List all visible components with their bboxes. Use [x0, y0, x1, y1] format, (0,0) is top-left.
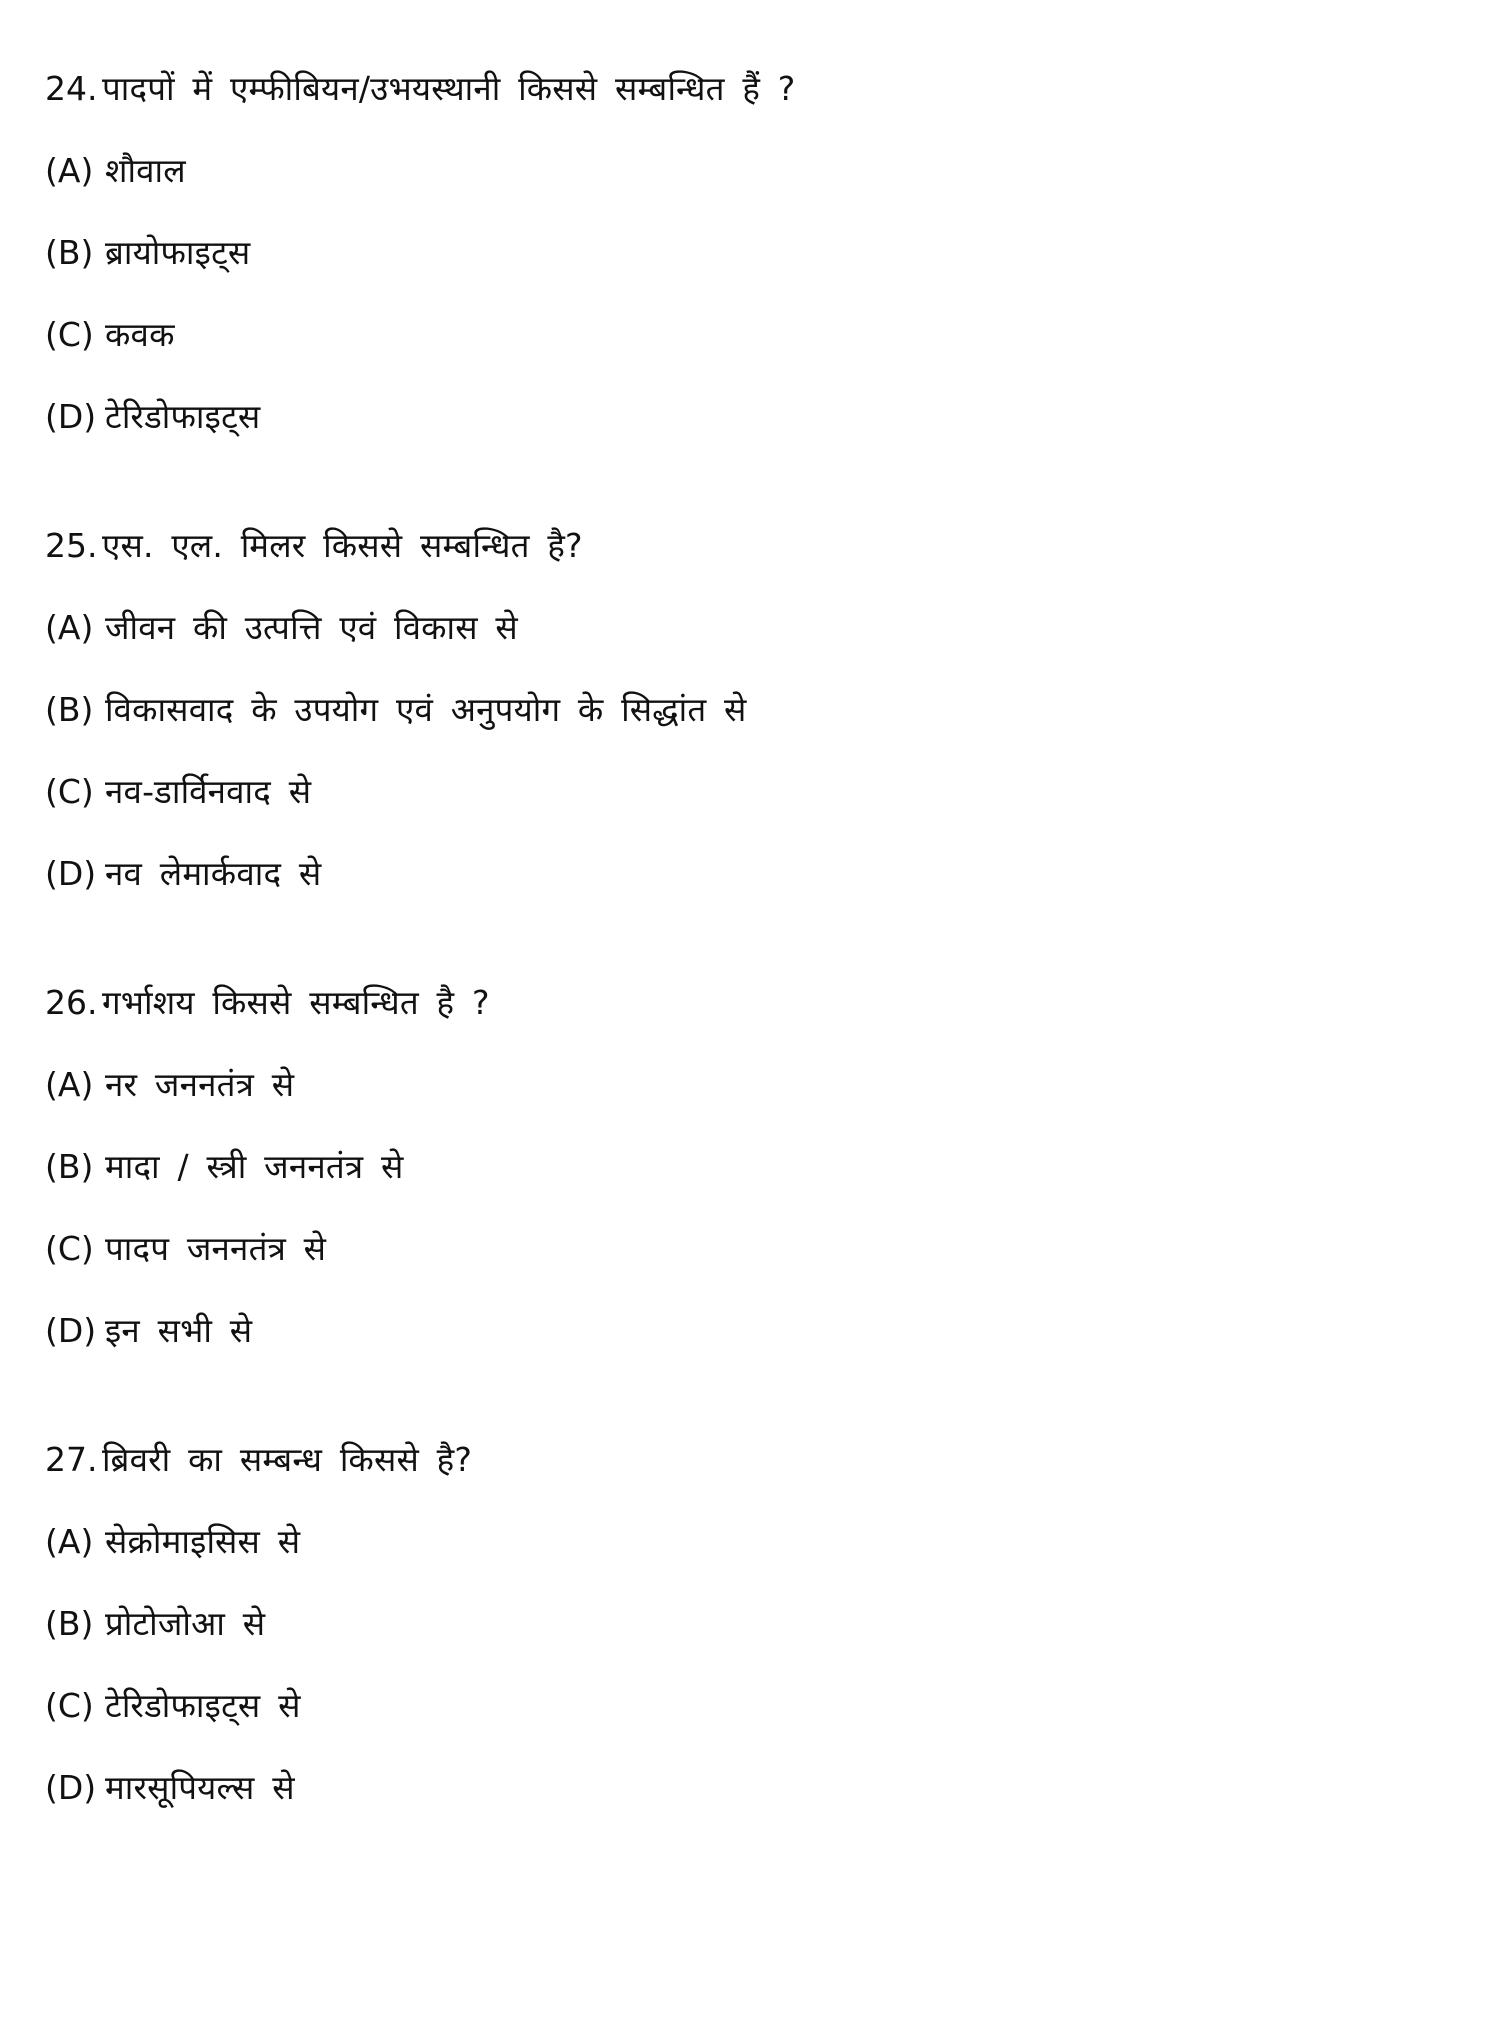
- question-27-line: [45, 1437, 1464, 1483]
- option-label: (A): [45, 1522, 94, 1561]
- question-24: [45, 66, 1464, 440]
- question-number: 27.: [45, 1440, 98, 1479]
- option-label: (A): [45, 151, 94, 190]
- question-number: 25.: [45, 526, 98, 565]
- option-label: (C): [45, 1229, 94, 1268]
- question-26-line: [45, 980, 1464, 1026]
- option-text: मारसूपियल्स से: [105, 1768, 295, 1807]
- question-24-option-a: [45, 148, 1464, 194]
- option-label: (C): [45, 772, 94, 811]
- option-text: नव लेमार्कवाद से: [105, 854, 322, 893]
- option-text: जीवन की उत्पत्ति एवं विकास से: [105, 608, 518, 647]
- option-text: ब्रायोफाइट्स: [105, 233, 251, 272]
- option-text: विकासवाद के उपयोग एवं अनुपयोग के सिद्धांत से: [105, 690, 747, 729]
- question-27-option-b: [45, 1601, 1464, 1647]
- option-text: सेक्रोमाइसिस से: [105, 1522, 301, 1561]
- question-25: [45, 523, 1464, 897]
- question-24-option-d: [45, 394, 1464, 440]
- question-text: पादपों में एम्फीबियन/उभयस्थानी किससे सम्बन्धित हैं ?: [102, 69, 796, 108]
- option-text: नर जननतंत्र से: [105, 1065, 295, 1104]
- option-label: (B): [45, 1604, 94, 1643]
- question-25-line: [45, 523, 1464, 569]
- question-25-option-d: [45, 851, 1464, 897]
- option-label: (A): [45, 1065, 94, 1104]
- option-text: शौवाल: [105, 151, 186, 190]
- option-label: (D): [45, 1768, 97, 1807]
- option-label: (D): [45, 854, 97, 893]
- question-27-option-c: [45, 1683, 1464, 1729]
- option-label: (B): [45, 690, 94, 729]
- question-24-option-c: [45, 312, 1464, 358]
- question-text: ब्रिवरी का सम्बन्ध किससे है?: [102, 1440, 473, 1479]
- option-label: (B): [45, 1147, 94, 1186]
- option-text: टेरिडोफाइट्स: [105, 397, 261, 436]
- option-text: मादा / स्त्री जननतंत्र से: [105, 1147, 404, 1186]
- question-24-line: [45, 66, 1464, 112]
- question-number: 26.: [45, 983, 98, 1022]
- option-text: प्रोटोजोआ से: [105, 1604, 266, 1643]
- option-label: (C): [45, 1686, 94, 1725]
- question-25-option-a: [45, 605, 1464, 651]
- question-25-option-b: [45, 687, 1464, 733]
- question-number: 24.: [45, 69, 98, 108]
- question-27-option-d: [45, 1765, 1464, 1811]
- option-label: (D): [45, 1311, 97, 1350]
- option-text: टेरिडोफाइट्स से: [105, 1686, 301, 1725]
- question-text: गर्भाशय किससे सम्बन्धित है ?: [102, 983, 490, 1022]
- option-label: (B): [45, 233, 94, 272]
- question-paper-page: [45, 66, 1464, 1811]
- question-text: एस. एल. मिलर किससे सम्बन्धित है?: [102, 526, 583, 565]
- option-text: नव-डार्विनवाद से: [105, 772, 312, 811]
- question-27-option-a: [45, 1519, 1464, 1565]
- question-24-option-b: [45, 230, 1464, 276]
- question-26-option-a: [45, 1062, 1464, 1108]
- option-text: पादप जननतंत्र से: [105, 1229, 327, 1268]
- question-26-option-b: [45, 1144, 1464, 1190]
- option-label: (C): [45, 315, 94, 354]
- question-25-option-c: [45, 769, 1464, 815]
- question-26-option-c: [45, 1226, 1464, 1272]
- question-26-option-d: [45, 1308, 1464, 1354]
- option-label: (D): [45, 397, 97, 436]
- question-26: [45, 980, 1464, 1354]
- option-label: (A): [45, 608, 94, 647]
- question-27: [45, 1437, 1464, 1811]
- option-text: कवक: [105, 315, 175, 354]
- option-text: इन सभी से: [105, 1311, 253, 1350]
